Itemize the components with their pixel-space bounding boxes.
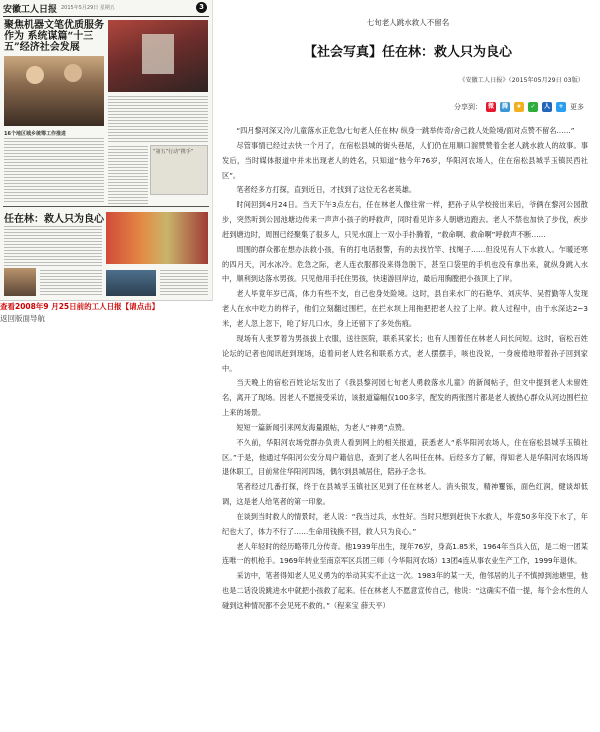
thumbnail-text-block[interactable] bbox=[108, 146, 148, 204]
share-bar bbox=[454, 101, 584, 113]
thumbnail-article-headline[interactable]: 任在林：救人只为良心 bbox=[4, 214, 104, 225]
thumbnail-text-block[interactable] bbox=[4, 138, 104, 204]
wechat-share-icon[interactable]: ✓ bbox=[528, 102, 538, 112]
thumbnail-photo-blue[interactable] bbox=[106, 270, 156, 296]
thumbnail-photo-portrait[interactable] bbox=[108, 20, 208, 92]
article-body bbox=[222, 124, 588, 614]
renren-share-icon[interactable]: 人 bbox=[543, 103, 550, 110]
article-paragraph: 采访中，笔者得知老人见义勇为的举动其实不止这一次。1983年的某一天，他邻居的儿子不慎掉到池塘里，他也是二话没说跳进水中就把小孩救了起来。任在林老人不愿意宣传自己，他说：“这确实不值一提，每个会水性的人碰到这种情况都不会见死不救的。”（程来宝 薛天平） bbox=[222, 571, 588, 610]
share-more-link[interactable]: 更多 bbox=[570, 103, 584, 111]
archive-date-link[interactable] bbox=[0, 301, 159, 312]
thumbnail-photo-officials[interactable] bbox=[4, 56, 104, 126]
article-paragraph: 周围的群众都在想办法救小孩，有的打电话报警，有的去找竹竿、找绳子……但没见有人下水救人。乍暖还寒的四月天，河水冰冷。危急之际，老人连衣服都没来得急脱下，甚至口袋里的手机也没有拿出来，就纵身跳入水中，顺利到达落水男孩。只见他用手托住男孩，快速游回岸边，最后用胸膛把小孩顶上了岸。 bbox=[222, 244, 588, 284]
article-paragraph: “四月黎河深又冷/儿童落水正危急/七旬老人任在林/ 纵身一跳举传奇/舍己救人处险境/面对点赞不留名……” bbox=[236, 126, 575, 135]
article-paragraph: 笔者经过几番打探，终于在县城孚玉镇社区见到了任在林老人。消头银发，精神矍铄，面色红润，健谈却低调，这是老人给笔者的第一印象。 bbox=[222, 482, 588, 507]
section-divider bbox=[3, 206, 209, 207]
thumbnail-text-block[interactable] bbox=[4, 226, 102, 266]
thumbnail-text-block[interactable] bbox=[40, 270, 102, 296]
article-paragraph: 在谈到当时救人的情景时，老人说：“我当过兵，水性好。当时只想到赶快下水救人，毕竟50多年没下水了，年纪也大了，体力不行了……生命用钱换不回，救人只为良心。” bbox=[222, 511, 588, 536]
masthead-title: 安徽工人日报 bbox=[3, 5, 58, 15]
article-headline: 【社会写真】任在林：救人只为良心 bbox=[303, 45, 512, 60]
article-source: 《安徽工人日报》（2015年05月29日 03版） bbox=[459, 77, 584, 84]
article-paragraph: 笔者经多方打探，直到近日，才找到了这位无名老英雄。 bbox=[236, 185, 417, 195]
newspaper-page-thumbnail[interactable] bbox=[0, 0, 213, 301]
thumbnail-lead-headline[interactable]: 聚焦机器文笔优质服务作为 系统谋篇“十三五”经济社会发展 bbox=[4, 20, 104, 53]
article-paragraph: 不久前，华阳河农场党群办负责人看到网上的相关报道，获悉老人“系华阳河农场人，住在宿松县城孚玉镇社区。”于是，他通过华阳河公安分局户籍信息，查到了老人名叫任在林。后经多方了解，得知老人是华阳河农场四场退休职工，目前常住华阳河四场，偶尔到县城居住，陪孙子念书。 bbox=[222, 437, 588, 477]
thumbnail-text-block[interactable] bbox=[108, 96, 208, 142]
archive-date-text: 查看2008年9 月25日前的工人日报 bbox=[0, 302, 122, 311]
newspaper-masthead bbox=[3, 2, 209, 17]
article-paragraph: 时间回到4月24日。当天下午3点左右，任在林老人像往常一样，把孙子从学校接出来后，爷俩在黎河公园散步，突然听到公园池塘边传来一声声小孩子的呼救声，同时看见许多人朝塘边跑去。老人不禁也加快了步伐，疾步赶到塘边时，周围已经聚集了很多人，只见水面上一双小手扑腾着，“救命啊、救命啊”呼救声不断…… bbox=[222, 200, 588, 239]
masthead-issue-info: 2015年5月29日 星期五 bbox=[61, 5, 115, 11]
article-paragraph: 老人年轻时的经历略带几分传奇。他1939年出生，现年76岁，身高1.85米，1964年当兵入伍，是二炮一团某连唯一的机枪手。1969年转业至南京军区兵团三师（今华阳河农场）13团4连从事农业生产工作，1999年退休。 bbox=[222, 541, 588, 566]
share-label: 分享到： bbox=[454, 103, 482, 111]
thumbnail-mid-caption[interactable]: 16个地区城乡统筹工作推进 bbox=[4, 131, 66, 137]
weibo-share-icon[interactable]: 微 bbox=[487, 103, 494, 110]
back-to-page-nav-link[interactable]: 返回版面导航 bbox=[0, 314, 45, 323]
thumbnail-text-block[interactable] bbox=[160, 270, 208, 296]
archive-click-label: 【请点击】 bbox=[121, 302, 160, 311]
article-kicker: 七旬老人跳水救人不留名 bbox=[366, 18, 450, 27]
qzone-share-icon[interactable]: ★ bbox=[514, 102, 524, 112]
thumbnail-photo-red[interactable] bbox=[106, 212, 208, 264]
thumbnail-box-caption: “第五”行动“携手” bbox=[153, 149, 194, 155]
tencent-weibo-share-icon[interactable]: 腾 bbox=[501, 103, 508, 110]
article-paragraph: 尽管事情已经过去快一个月了，在宿松县城的街头巷尾，人们仍在用顺口溜赞赞着全老人跳水救人的故事。事发后，当时媒体报道中并未出现老人的姓名，只知道“他今年76岁，华阳河农场人，住在宿松县城孚玉镇民西社区”。 bbox=[222, 140, 588, 180]
thumbnail-photo-small[interactable] bbox=[4, 268, 36, 296]
thumbnail-info-box[interactable] bbox=[150, 145, 208, 195]
more-share-icon[interactable]: + bbox=[556, 102, 566, 112]
article-paragraph: 当天晚上的宿松百姓论坛发出了《我县黎河园七旬老人勇救落水儿童》的新闻帖子，但文中提到老人未留姓名，离开了现场。因老人不愿接受采访，该报道篇幅仅100多字，配发的两张图片都是老人被热心群众从河边围栏拉上来的场景。 bbox=[222, 378, 588, 418]
page-number-badge: 3 bbox=[196, 2, 207, 13]
article-paragraph: 短短一篇新闻引来网友海量跟帖，为老人“神勇”点赞。 bbox=[236, 422, 410, 432]
article-paragraph: 现场有人张罗着为男孩拔上衣服，送往医院，联系其家长；也有人围着任在林老人问长问短。这时，宿松百姓论坛的记者也闻讯赶到现场，追着问老人姓名和联系方式，老人摆摆手，咳也没说，一身疲倦地带着孙子回到家中。 bbox=[222, 333, 588, 373]
article-paragraph: 老人毕竟年岁已高，体力有些不支，自己也身处险境。这时，县自来水厂的石艳华、刘庆华、吴哲勤等人发现老人在水中吃力的样子，他们立刻翻过围栏，在拦水坝上用拖把把老人拉了上岸。救人过程中，由于水深达2~3米，老人忽上忽下，呛了好几口水，身上还留下了多处伤痕。 bbox=[222, 289, 588, 328]
